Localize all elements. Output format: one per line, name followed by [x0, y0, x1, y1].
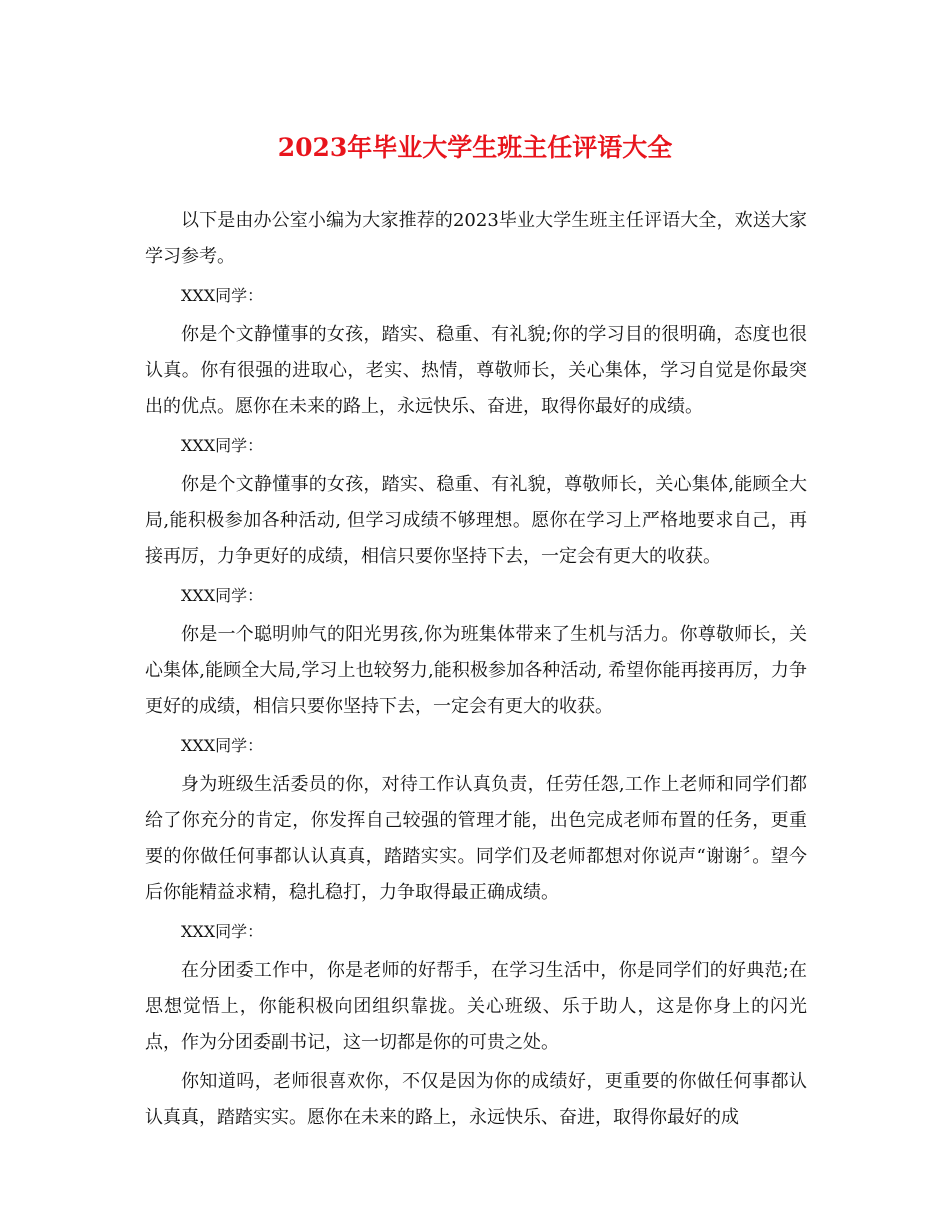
- comment-paragraph: 你是个文静懂事的女孩，踏实、稳重、有礼貌;你的学习目的很明确，态度也很认真。你有很强的进取心，老实、热情，尊敬师长，关心集体，学习自觉是你最突出的优点。愿你在未来的路上，永远快乐、奋进，取得你最好的成绩。: [145, 324, 807, 417]
- intro-paragraph: 以下是由办公室小编为大家推荐的2023毕业大学生班主任评语大全，欢送大家学习参考。: [145, 210, 807, 267]
- comment-paragraph: 身为班级生活委员的你，对待工作认真负责，任劳任怨,工作上老师和同学们都给了你充分的肯定，你发挥自己较强的管理才能，出色完成老师布置的任务，更重要的你做任何事都认认真真，踏踏实实。同学们及老师都想对你说声“谢谢〞。望今后你能精益求精，稳扎稳打，力争取得最正确成绩。: [145, 774, 807, 903]
- comment-paragraph: 你是个文静懂事的女孩，踏实、稳重、有礼貌，尊敬师长，关心集体,能顾全大局,能积极参加各种活动, 但学习成绩不够理想。愿你在学习上严格地要求自己，再接再厉，力争更好的成绩，相信只要你坚持下去，一定会有更大的收获。: [145, 474, 807, 567]
- salutation: XXX同学：: [181, 436, 264, 455]
- salutation: XXX同学：: [181, 736, 264, 755]
- salutation: XXX同学：: [181, 922, 264, 941]
- comment-paragraph: 在分团委工作中，你是老师的好帮手，在学习生活中，你是同学们的好典范;在思想觉悟上，你能积极向团组织靠拢。关心班级、乐于助人，这是你身上的闪光点，作为分团委副书记，这一切都是你的可贵之处。: [145, 960, 807, 1053]
- salutation: XXX同学：: [181, 286, 264, 305]
- document-body: [145, 203, 807, 1139]
- comment-paragraph: 你是一个聪明帅气的阳光男孩,你为班集体带来了生机与活力。你尊敬师长，关心集体,能顾全大局,学习上也较努力,能积极参加各种活动, 希望你能再接再厉，力争更好的成绩，相信只要你坚持下去，一定会有更大的收获。: [145, 624, 807, 717]
- salutation: XXX同学：: [181, 586, 264, 605]
- page-title: 2023年毕业大学生班主任评语大全: [277, 133, 673, 162]
- closing-paragraph: 你知道吗，老师很喜欢你，不仅是因为你的成绩好，更重要的你做任何事都认认真真，踏踏实实。愿你在未来的路上，永远快乐、奋进，取得你最好的成: [145, 1071, 807, 1128]
